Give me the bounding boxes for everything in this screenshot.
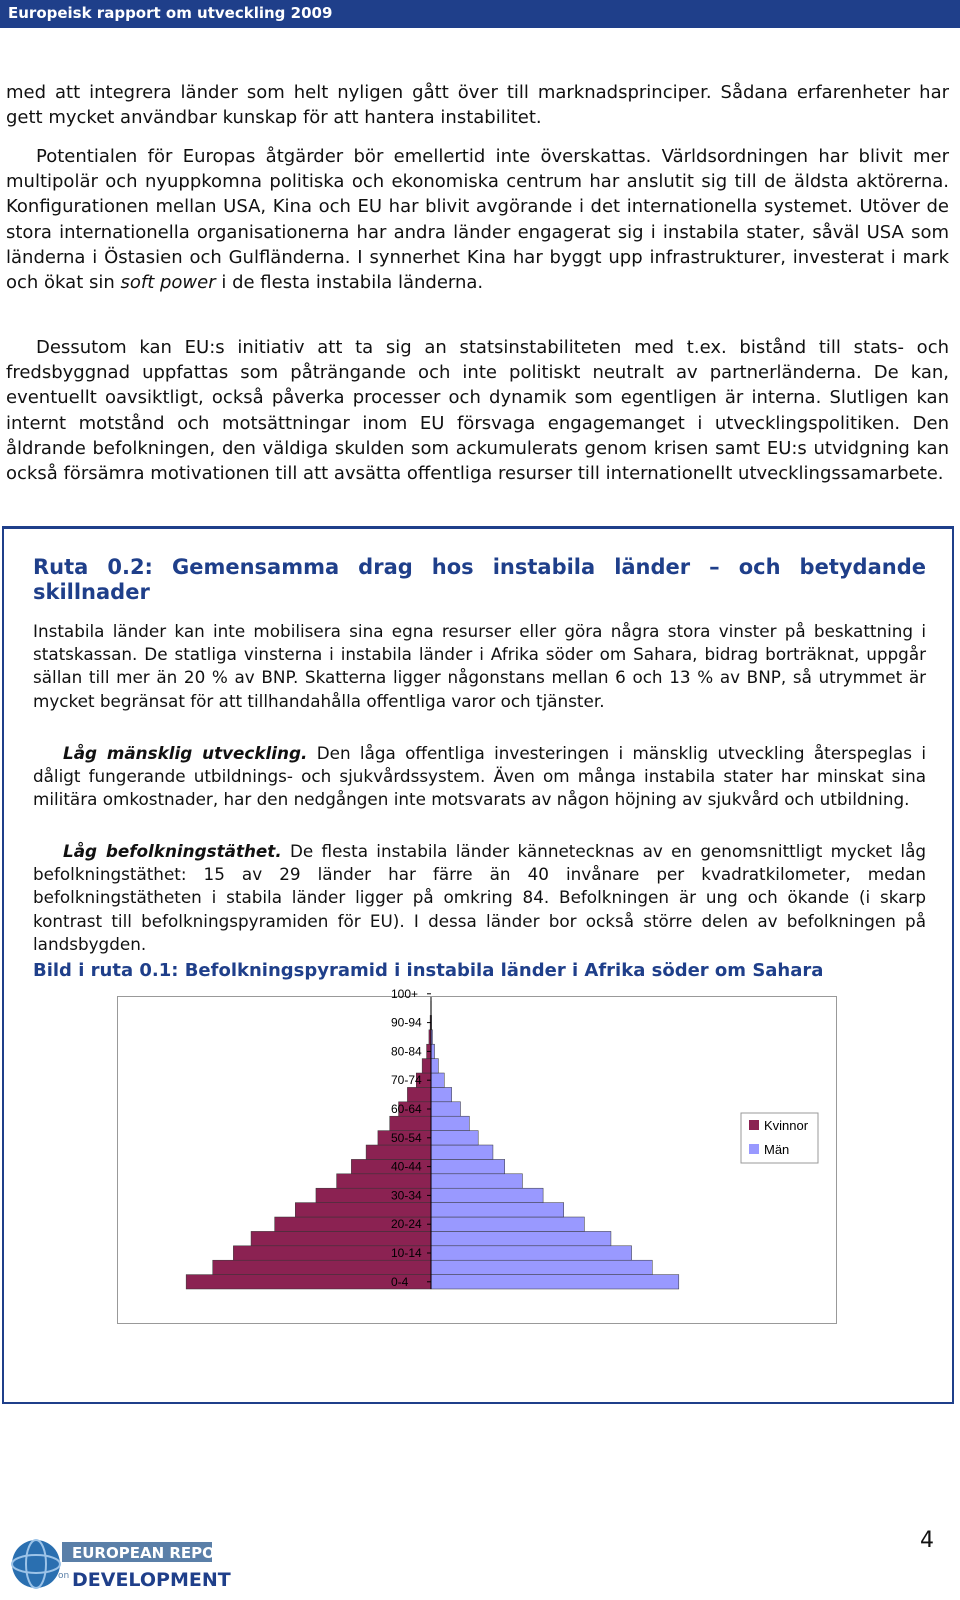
bar-man-80-84 [431, 1044, 435, 1058]
box-paragraph-3-heading: Låg befolkningstäthet. [63, 841, 282, 861]
tick-label: 50-54 [391, 1130, 422, 1145]
body-paragraph-2 [6, 144, 949, 295]
legend-swatch [749, 1144, 759, 1154]
bar-kvinnor-35-39 [337, 1174, 431, 1188]
body-paragraph-2-text-a: Potentialen för Europas åtgärder bör emellertid inte överskattas. Världsordningen har blivit mer multipolär och nyuppkomna politiska och ekonomiska centrum har anslutit sig till de äldsta aktörerna. Konfigurationen mellan USA, Kina och EU har blivit avgörande i det internationella systemet. Utöver de stora internationella organisationerna har andra länder engagerat sig i instabila stater, såväl USA som länderna i Östasien och Gulfländerna. I synnerhet Kina har byggt upp infrastrukturer, investerat i mark och ökat sin [6, 146, 949, 294]
page-header [0, 0, 960, 28]
tick-label: 100+ [391, 986, 419, 1001]
bar-kvinnor-25-29 [295, 1203, 431, 1217]
bar-man-15-19 [431, 1231, 611, 1245]
bar-kvinnor-65-69 [407, 1087, 431, 1101]
bar-man-70-74 [431, 1073, 444, 1087]
tick-label: 70-74 [391, 1073, 422, 1088]
legend-label: Män [764, 1142, 790, 1157]
bar-man-50-54 [431, 1131, 478, 1145]
figure-caption: Bild i ruta 0.1: Befolkningspyramid i instabila länder i Afrika söder om Sahara [33, 960, 824, 981]
bar-kvinnor-15-19 [251, 1231, 431, 1245]
box-paragraph-2-heading: Låg mänsklig utveckling. [63, 743, 308, 763]
logo-small-text: on [58, 1571, 70, 1581]
box-paragraph-2 [33, 742, 926, 812]
bar-man-55-59 [431, 1116, 469, 1130]
bar-man-60-64 [431, 1102, 461, 1116]
box-paragraph-3-text: De flesta instabila länder kännetecknas av en genomsnittligt mycket låg befolkningstäthet: 15 av 29 länder har färre än 40 invånare per kvadratkilometer, medan befolkningstätheten i stabila länder ligger på omkring 84. Befolkningen är ung och ökande (i skarp kontrast till befolkningspyramiden för EU). I dessa länder bor också större delen av befolkningen på landsbygden. [33, 841, 927, 954]
tick-label: 0-4 [391, 1274, 409, 1289]
bar-man-75-79 [431, 1059, 438, 1073]
globe-icon [12, 1540, 60, 1588]
european-report-logo [10, 1534, 237, 1598]
body-paragraph-2-text-b: i de flesta instabila länderna. [215, 272, 484, 294]
bar-man-65-69 [431, 1087, 452, 1101]
box-title: Ruta 0.2: Gemensamma drag hos instabila länder – och betydande skillnader [33, 555, 926, 604]
body-paragraph-1: med att integrera länder som helt nyligen gått över till marknadsprinciper. Sådana erfarenheter har gett mycket användbar kunskap för att hantera instabilitet. [6, 82, 949, 129]
box-paragraph-2-text: Den låga offentliga investeringen i mänsklig utveckling återspeglas i dåligt fungerande utbildnings- och sjukvårdssystem. Även om många instabila stater har minskat sina militära omkostnader, har den nedgången inte motsvarats av någon höjning av sjukvård och utbildning. [33, 743, 926, 810]
legend-swatch [749, 1120, 759, 1130]
bar-man-45-49 [431, 1145, 493, 1159]
tick-label: 10-14 [391, 1246, 422, 1260]
population-pyramid-chart [117, 986, 837, 1324]
logo-line-1: EUROPEAN REPORT [72, 1544, 237, 1562]
tick-label: 90-94 [391, 1015, 422, 1030]
logo-line-2: DEVELOPMENT [72, 1569, 231, 1591]
tick-label: 60-64 [391, 1102, 422, 1116]
bar-man-5-9 [431, 1260, 652, 1274]
bar-kvinnor-55-59 [390, 1116, 431, 1130]
bar-man-25-29 [431, 1203, 564, 1217]
bar-kvinnor-75-79 [422, 1059, 431, 1073]
population-pyramid-svg [118, 986, 838, 1325]
bar-man-10-14 [431, 1246, 632, 1260]
box-paragraph-3 [33, 840, 926, 956]
bar-man-20-24 [431, 1217, 584, 1231]
bar-kvinnor-5-9 [213, 1260, 431, 1274]
bar-man-30-34 [431, 1188, 543, 1202]
soft-power-term: soft power [120, 272, 216, 294]
page-number: 4 [920, 1528, 934, 1553]
tick-label: 40-44 [391, 1159, 422, 1174]
box-paragraph-1: Instabila länder kan inte mobilisera sina egna resurser eller göra några stora vinster på beskattning i statskassan. De statliga vinsterna i instabila länder i Afrika söder om Sahara, bidrag borträknat, uppgår sällan till mer än 20 % av BNP. Skatterna ligger någonstans mellan 6 och 13 % av BNP, så utrymmet är mycket begränsat för att tillhandahålla offentliga varor och tjänster. [33, 621, 926, 711]
report-title: Europeisk rapport om utveckling 2009 [8, 4, 333, 22]
bar-kvinnor-45-49 [366, 1145, 431, 1159]
tick-label: 80-84 [391, 1044, 422, 1059]
tick-label: 30-34 [391, 1188, 422, 1203]
bar-man-40-44 [431, 1159, 505, 1173]
logo-graphic [10, 1534, 237, 1594]
tick-label: 20-24 [391, 1217, 422, 1232]
bar-man-35-39 [431, 1174, 522, 1188]
bar-man-0-4 [431, 1275, 679, 1289]
legend-label: Kvinnor [764, 1118, 809, 1133]
body-paragraph-3: Dessutom kan EU:s initiativ att ta sig an statsinstabiliteten med t.ex. bistånd till stats- och fredsbyggnad uppfattas som påträngande och inte politiskt neutralt av partnerländerna. De kan, eventuellt oavsiktligt, också påverka processer och dynamik som egentligen är interna. Slutligen kan internt motstånd och motsättningar inom EU försvaga engagemanget i utvecklingspolitiken. Den åldrande befolkningen, den väldiga skulden som ackumulerats genom krisen samt EU:s utvidgning kan också försämra motivationen till att avsätta offentliga resurser till internationellt utvecklingssamarbete. [6, 337, 949, 485]
